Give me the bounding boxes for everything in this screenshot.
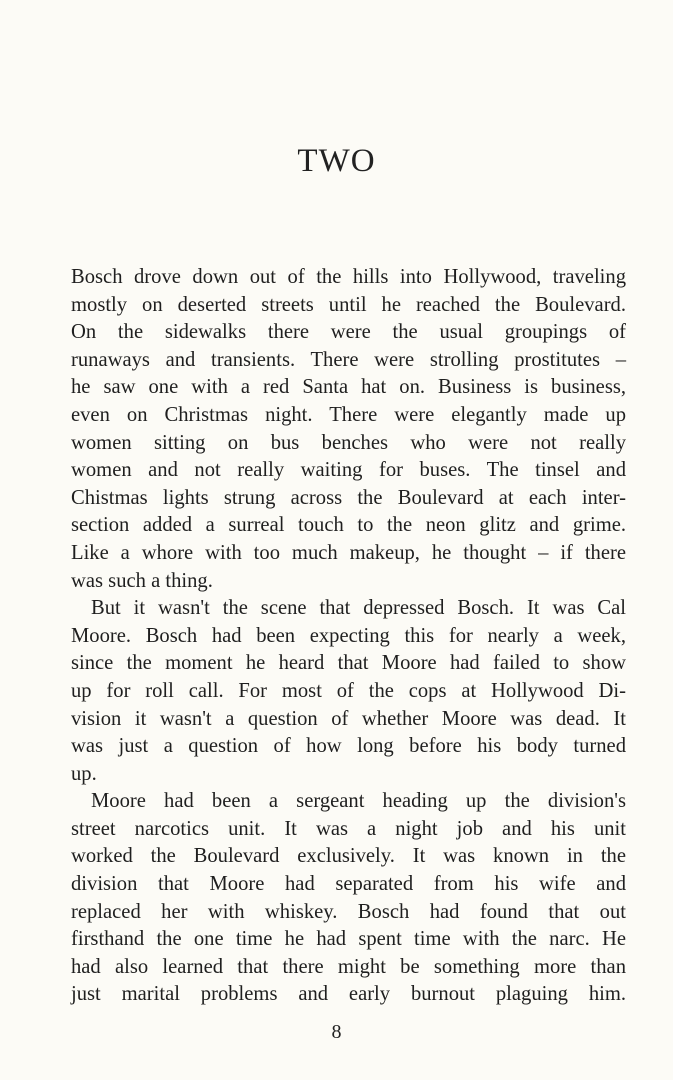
text-line: section added a surreal touch to the neon glitz and grime.: [71, 514, 626, 537]
text-line: Moore had been a sergeant heading up the division's: [91, 790, 626, 813]
text-line: was just a question of how long before his body turned: [71, 735, 626, 758]
text-line: street narcotics unit. It was a night job and his unit: [71, 817, 626, 840]
text-line: since the moment he heard that Moore had failed to show: [71, 652, 626, 675]
text-line: vision it wasn't a question of whether Moore was dead. It: [71, 707, 626, 730]
text-line: was such a thing.: [71, 569, 213, 592]
chapter-title: TWO: [297, 143, 376, 179]
text-line: Bosch drove down out of the hills into Hollywood, traveling: [71, 266, 626, 288]
text-line: Chistmas lights strung across the Boulevard at each inter-: [71, 486, 626, 509]
text-line: On the sidewalks there were the usual groupings of: [71, 321, 626, 344]
text-line: worked the Boulevard exclusively. It was known in the: [71, 845, 626, 868]
text-line: women sitting on bus benches who were not really: [71, 431, 626, 454]
chapter-body: [71, 264, 626, 1009]
text-line: just marital problems and early burnout plaguing him.: [71, 983, 626, 1006]
text-line: replaced her with whiskey. Bosch had found that out: [71, 900, 626, 923]
text-line: runaways and transients. There were strolling prostitutes –: [71, 348, 626, 371]
paragraph: [71, 595, 626, 788]
text-line: Like a whore with too much makeup, he thought – if there: [71, 541, 626, 564]
page-number: 8: [331, 1021, 342, 1043]
text-line: firsthand the one time he had spent time with the narc. He: [71, 928, 626, 951]
paragraph: [71, 264, 626, 595]
text-line: Moore. Bosch had been expecting this for nearly a week,: [71, 624, 626, 647]
text-line: mostly on deserted streets until he reached the Boulevard.: [71, 293, 626, 316]
text-line: up for roll call. For most of the cops at Hollywood Di-: [71, 679, 626, 702]
text-line: women and not really waiting for buses. The tinsel and: [71, 459, 626, 482]
text-line: up.: [71, 762, 97, 785]
text-line: had also learned that there might be something more than: [71, 955, 626, 978]
text-line: But it wasn't the scene that depressed Bosch. It was Cal: [91, 597, 626, 620]
text-line: even on Christmas night. There were elegantly made up: [71, 403, 626, 426]
text-line: he saw one with a red Santa hat on. Business is business,: [71, 376, 626, 399]
paragraph: [71, 788, 626, 1009]
text-line: division that Moore had separated from his wife and: [71, 873, 626, 896]
